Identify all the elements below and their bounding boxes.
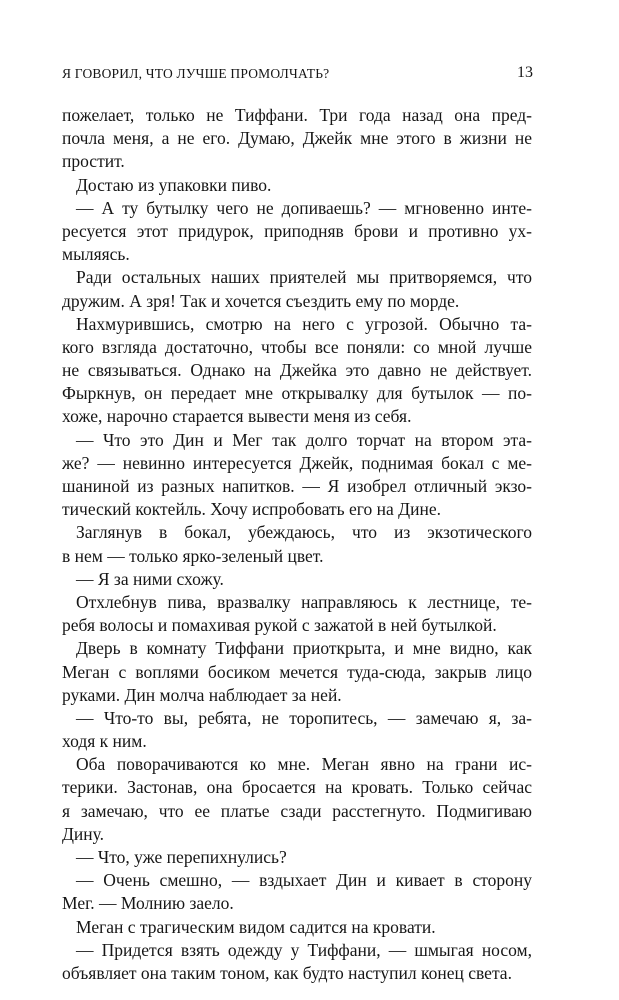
text-line: Меган с трагическим видом садится на кровати. (76, 916, 436, 937)
text-line: Отхлебнув пива, вразвалку направляюсь к лестнице, те- (76, 591, 532, 612)
text-line: — А ту бутылку чего не допиваешь? — мгновенно инте- (76, 197, 532, 218)
text-line: Фыркнув, он передает мне открывалку для бутылок — по- (62, 383, 532, 404)
text-line: — Я за ними схожу. (76, 568, 224, 589)
body-text (62, 104, 532, 985)
text-line: мыляясь. (62, 244, 130, 265)
text-line: в нем — только ярко-зеленый цвет. (62, 545, 324, 566)
text-line: дружим. А зря! Так и хочется съездить ему по морде. (62, 290, 460, 311)
text-line: тический коктейль. Хочу испробовать его на Дине. (62, 499, 441, 520)
text-line: объявляет она таким тоном, как будто наступил конец света. (62, 962, 512, 983)
text-line: ходя к ним. (62, 731, 147, 752)
text-line: — Что-то вы, ребята, не торопитесь, — замечаю я, за- (76, 707, 532, 728)
text-line: Мег. — Молнию заело. (62, 893, 234, 914)
text-line: — Что это Дин и Мег так долго торчат на втором эта- (76, 429, 532, 450)
text-line: не связываться. Однако на Джейка это давно не действует. (62, 360, 532, 381)
text-line: почла меня, а не его. Думаю, Джейк мне этого в жизни не (62, 128, 532, 149)
text-line: Оба поворачиваются ко мне. Меган явно на грани ис- (76, 754, 532, 775)
text-line: кого взгляда достаточно, чтобы все поняли: со мной лучше (62, 336, 532, 357)
running-head: Я ГОВОРИЛ, ЧТО ЛУЧШЕ ПРОМОЛЧАТЬ? (62, 66, 330, 81)
text-line: я замечаю, что ее платье сзади расстегнуто. Подмигиваю (62, 800, 532, 821)
text-line: простит. (62, 151, 125, 172)
text-line: шаниной из разных напитков. — Я изобрел отличный экзо- (62, 476, 532, 496)
text-line: Дверь в комнату Тиффани приоткрыта, и мне видно, как (76, 638, 532, 659)
text-line: — Придется взять одежду у Тиффани, — шмыгая носом, (76, 939, 532, 960)
text-line: Меган с воплями босиком мечется туда-сюда, закрыв лицо (62, 661, 532, 682)
text-line: Дину. (62, 823, 105, 844)
page-number: 13 (517, 64, 533, 81)
text-line: ребя волосы и помахивая рукой с зажатой в ней бутылкой. (62, 615, 497, 636)
text-line: Достаю из упаковки пиво. (76, 174, 272, 195)
text-line: — Что, уже перепихнулись? (76, 847, 287, 867)
text-line: ресуется этот придурок, приподняв брови и противно ух- (62, 220, 532, 241)
text-line: пожелает, только не Тиффани. Три года назад она пред- (62, 105, 532, 125)
text-line: руками. Дин молча наблюдает за ней. (62, 684, 342, 705)
text-line: терики. Застонав, она бросается на кровать. Только сейчас (62, 777, 532, 798)
text-line: же? — невинно интересуется Джейк, поднимая бокал с ме- (62, 452, 532, 473)
text-line: Нахмурившись, смотрю на него с угрозой. Обычно та- (76, 313, 532, 334)
text-line: Заглянув в бокал, убеждаюсь, что из экзотического (76, 522, 532, 543)
text-line: хоже, нарочно старается вывести меня из себя. (62, 406, 412, 427)
text-line: Ради остальных наших приятелей мы притворяемся, что (76, 267, 532, 288)
text-line: — Очень смешно, — вздыхает Дин и кивает в сторону (76, 870, 532, 891)
